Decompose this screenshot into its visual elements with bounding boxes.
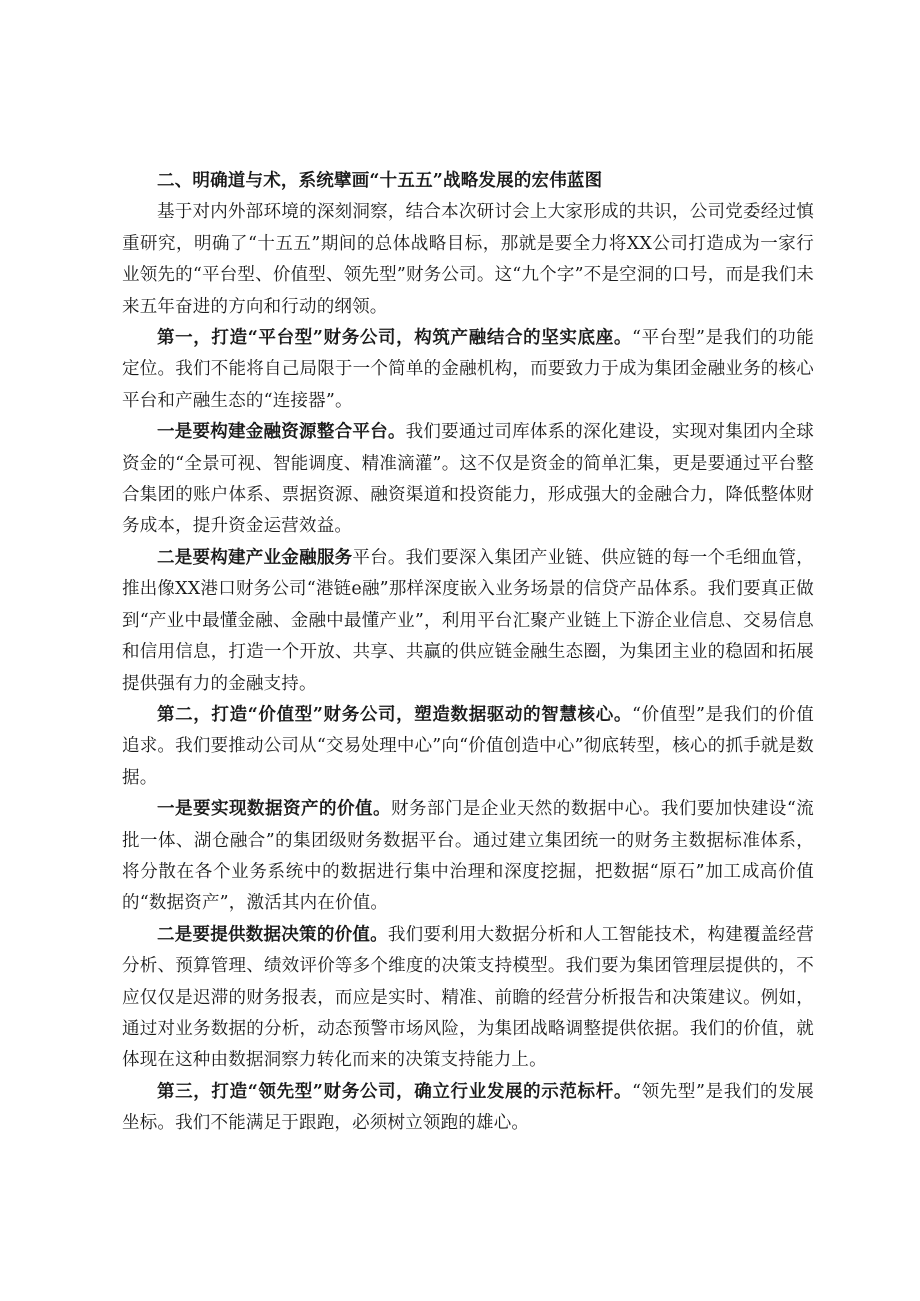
paragraph-platform — [122, 323, 814, 417]
paragraph-text: 基于对内外部环境的深刻洞察，结合本次研讨会上大家形成的共识，公司党委经过慎重研究，明确了“十五五”期间的总体战略目标，那就是要全力将XX公司打造成为一家行业领先的“平台型、价值型、领先型”财务公司。这“九个字”不是空洞的口号，而是我们未来五年奋进的方向和行动的纲领。 — [122, 202, 814, 317]
paragraph-text: “平台型”是我们的功能定位。我们不能将自己局限于一个简单的金融机构，而要致力于成为集团金融业务的核心平台和产融生态的“连接器”。 — [122, 328, 815, 411]
paragraph-value — [122, 700, 814, 794]
paragraph-text: “价值型”是我们的价值追求。我们要推动公司从“交易处理中心”向“价值创造中心”彻底转型，核心的抓手就是数据。 — [122, 704, 815, 788]
paragraph-bold-lead: 第二，打造“价值型”财务公司，塑造数据驱动的智慧核心。 — [157, 704, 632, 725]
paragraph-bold-lead: 二是要构建产业金融服务 — [157, 547, 353, 568]
paragraph-industry-finance — [122, 543, 814, 700]
paragraph-data-decision — [122, 920, 814, 1077]
paragraph-intro — [122, 197, 814, 323]
paragraph-resource-platform — [122, 417, 814, 543]
paragraph-bold-lead: 一是要构建金融资源整合平台。 — [157, 422, 406, 443]
paragraph-bold-lead: 第三，打造“领先型”财务公司，确立行业发展的示范标杆。 — [157, 1081, 632, 1102]
paragraph-bold-lead: 第一，打造“平台型”财务公司，构筑产融结合的坚实底座。 — [157, 328, 632, 349]
paragraph-bold-lead: 一是要实现数据资产的价值。 — [157, 799, 391, 820]
paragraph-text: 平台。我们要深入集团产业链、供应链的每一个毛细血管，推出像XX港口财务公司“港链e融”那样深度嵌入业务场景的信贷产品体系。我们要真正做到“产业中最懂金融、金融中最懂产业”，利用平台汇聚产业链上下游企业信息、交易信息和信用信息，打造一个开放、共享、共赢的供应链金融生态圈，为集团主业的稳固和拓展提供强有力的金融支持。 — [122, 547, 814, 694]
paragraph-text: 我们要利用大数据分析和人工智能技术，构建覆盖经营分析、预算管理、绩效评价等多个维度的决策支持模型。我们要为集团管理层提供的，不应仅仅是迟滞的财务报表，而应是实时、精准、前瞻的经营分析报告和决策建议。例如，通过对业务数据的分析，动态预警市场风险，为集团战略调整提供依据。我们的价值，就体现在这种由数据洞察力转化而来的决策支持能力上。 — [122, 924, 814, 1071]
section-heading: 二、明确道与术，系统擘画“十五五”战略发展的宏伟蓝图 — [157, 171, 603, 191]
paragraph-text: 财务部门是企业天然的数据中心。我们要加快建设“流批一体、湖仓融合”的集团级财务数据平台。通过建立集团统一的财务主数据标准体系，将分散在各个业务系统中的数据进行集中治理和深度挖掘，把数据“原石”加工成高价值的“数据资产”，激活其内在价值。 — [122, 799, 814, 914]
paragraph-text: 我们要通过司库体系的深化建设，实现对集团内全球资金的“全景可视、智能调度、精准滴灌”。这不仅是资金的简单汇集，更是要通过平台整合集团的账户体系、票据资源、融资渠道和投资能力，形成强大的金融合力，降低整体财务成本，提升资金运营效益。 — [122, 422, 814, 537]
document-page — [122, 166, 814, 1140]
paragraph-bold-lead: 二是要提供数据决策的价值。 — [157, 924, 388, 945]
paragraph-leading — [122, 1077, 814, 1140]
paragraph-data-asset — [122, 794, 814, 920]
paragraph-text: “领先型”是我们的发展坐标。我们不能满足于跟跑，必须树立领跑的雄心。 — [122, 1081, 815, 1134]
